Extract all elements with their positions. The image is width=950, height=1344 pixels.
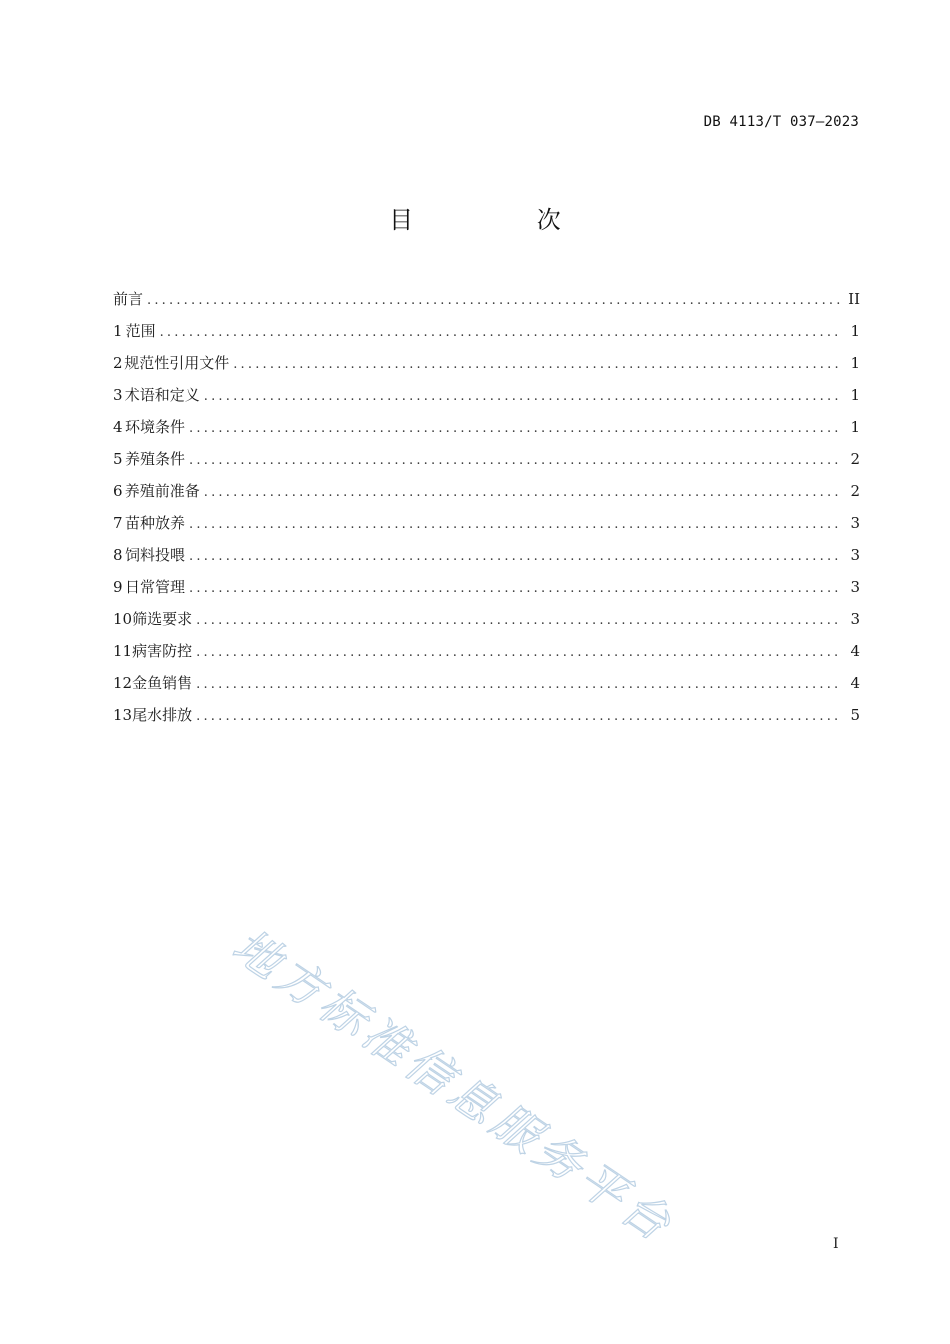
page-number: I	[833, 1236, 839, 1252]
toc-entry-number: 9	[113, 578, 123, 596]
toc-entry-label: 环境条件	[125, 418, 186, 436]
document-code: DB 4113/T 037—2023	[703, 114, 859, 130]
toc-entry-number: 10	[113, 610, 133, 628]
toc-entry-page: 3	[850, 546, 860, 564]
toc-entry-number: 7	[113, 514, 123, 532]
toc-entry-number: 2	[113, 354, 123, 372]
dot-leader	[204, 385, 840, 409]
toc-entry-label: 术语和定义	[124, 386, 200, 404]
toc-entry-label: 养殖条件	[125, 450, 186, 468]
toc-entry-label: 养殖前准备	[124, 482, 200, 500]
toc-entry[interactable]	[113, 703, 860, 735]
toc-entry[interactable]	[113, 319, 860, 351]
toc-entry[interactable]	[113, 671, 860, 703]
toc-title: 目 次	[389, 206, 619, 234]
toc-entry-label: 病害防控	[132, 642, 193, 660]
toc-entry-label: 饲料投喂	[125, 546, 186, 564]
toc-entry[interactable]	[113, 479, 860, 511]
dot-leader	[196, 705, 840, 729]
toc-entry-page: 3	[850, 610, 860, 628]
dot-leader	[189, 545, 840, 569]
dot-leader	[196, 609, 840, 633]
toc-entry-label: 苗种放养	[125, 514, 186, 532]
toc-entry[interactable]	[113, 607, 860, 639]
dot-leader	[196, 673, 840, 697]
toc-entry-number: 12	[113, 674, 133, 692]
toc-entry-number: 5	[113, 450, 123, 468]
toc-entry-number: 3	[113, 386, 123, 404]
toc-entry-label: 筛选要求	[132, 610, 193, 628]
toc-entry-label: 日常管理	[125, 578, 186, 596]
toc-entry[interactable]	[113, 575, 860, 607]
dot-leader	[189, 417, 840, 441]
toc-entry-label: 规范性引用文件	[124, 354, 230, 372]
toc-entry-page: 5	[850, 706, 860, 724]
dot-leader	[160, 321, 840, 345]
toc-entry-page: 3	[850, 514, 860, 532]
toc-entry-number: 8	[113, 546, 123, 564]
toc-entry-number: 4	[113, 418, 123, 436]
dot-leader	[189, 577, 840, 601]
table-of-contents	[113, 287, 860, 735]
toc-entry[interactable]	[113, 511, 860, 543]
toc-entry-number: 13	[113, 706, 133, 724]
toc-entry-number: 6	[113, 482, 123, 500]
toc-entry-page: 4	[850, 642, 860, 660]
toc-entry-page: 3	[850, 578, 860, 596]
dot-leader	[204, 481, 840, 505]
toc-entry-page: 2	[850, 482, 860, 500]
toc-entry-label: 尾水排放	[132, 706, 193, 724]
toc-entry[interactable]	[113, 639, 860, 671]
toc-entry-number: 1	[113, 322, 123, 340]
toc-entry[interactable]	[113, 383, 860, 415]
toc-entry-label: 金鱼销售	[132, 674, 193, 692]
toc-entry-page: 2	[850, 450, 860, 468]
toc-entry-page: II	[848, 290, 860, 308]
dot-leader	[147, 289, 840, 313]
toc-entry[interactable]	[113, 287, 860, 319]
toc-entry-number: 11	[113, 642, 133, 660]
dot-leader	[233, 353, 840, 377]
toc-entry-page: 1	[850, 386, 860, 404]
toc-entry-page: 1	[850, 354, 860, 372]
toc-entry[interactable]	[113, 351, 860, 383]
toc-entry[interactable]	[113, 543, 860, 575]
toc-entry-page: 1	[850, 418, 860, 436]
dot-leader	[196, 641, 840, 665]
toc-entry-label: 前言	[113, 290, 144, 308]
toc-entry-page: 4	[850, 674, 860, 692]
dot-leader	[189, 513, 840, 537]
toc-entry-label: 范围	[125, 322, 156, 340]
toc-entry-page: 1	[850, 322, 860, 340]
watermark: 地方标准信息服务平台	[223, 918, 685, 1254]
toc-entry[interactable]	[113, 415, 860, 447]
dot-leader	[189, 449, 840, 473]
toc-entry[interactable]	[113, 447, 860, 479]
